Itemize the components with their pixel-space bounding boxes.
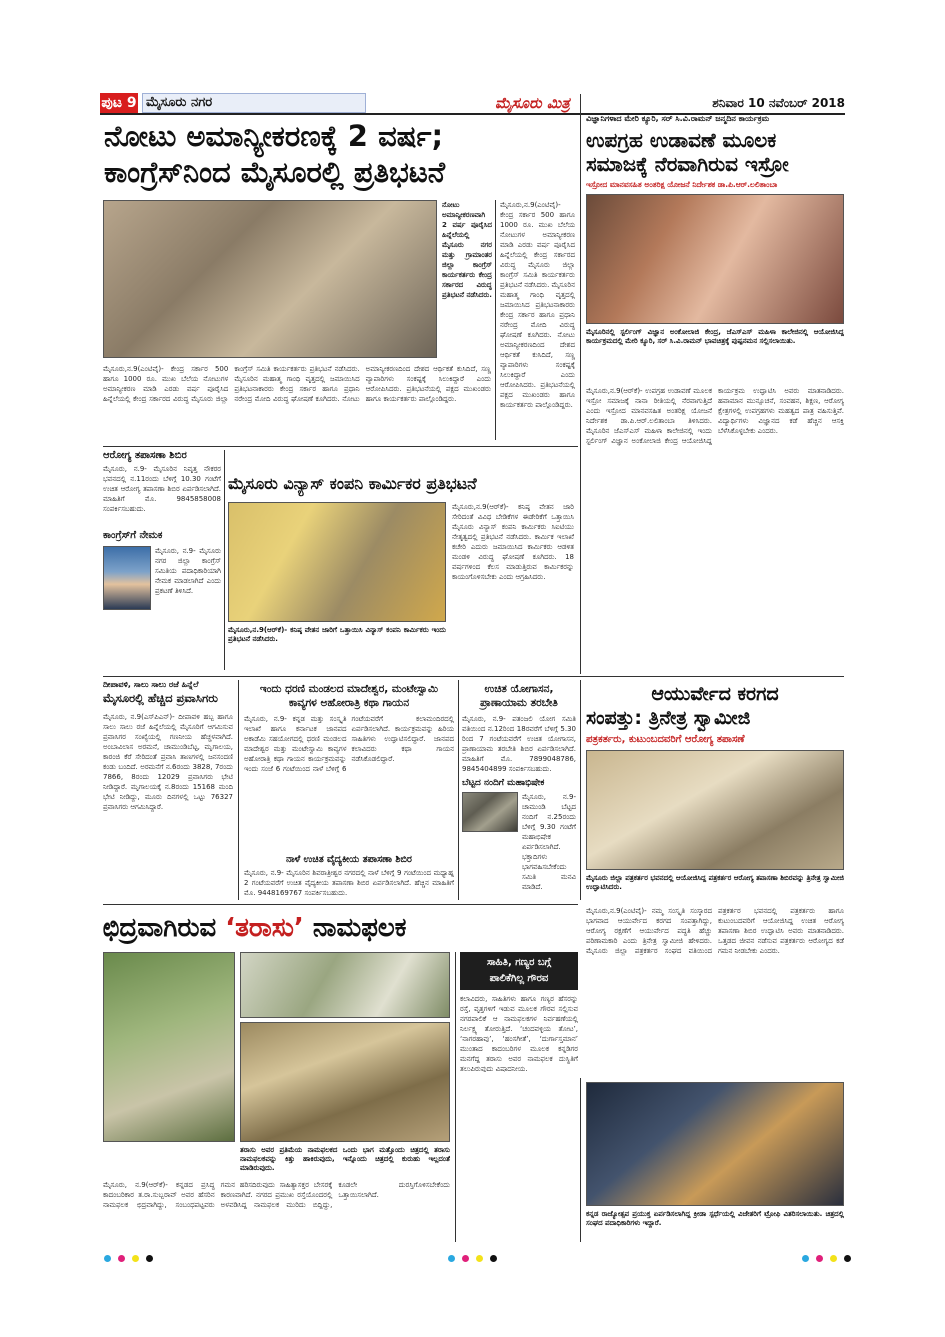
lead-headline-line-2: ಕಾಂಗ್ರೆಸ್‌ನಿಂದ ಮೈಸೂರಲ್ಲಿ ಪ್ರತಿಭಟನೆ xyxy=(104,155,446,189)
isro-body: ಮೈಸೂರು,ನ.9(ಆರ್‌ಕೆ)- ಉಪಗ್ರಹ ಉಡಾವಣೆ ಮೂಲಕ ಇಸ್ರೋ ಸಮಾಜಕ್ಕೆ ನಾನಾ ರೀತಿಯಲ್ಲಿ ನೆರವಾಗುತ್ತಿದೆ ಎಂದು ಇಸ್ರೋದ ಮಾನವಸಹಿತ ಅಂತರಿಕ್ಷ ಯೋಜನೆ ನಿರ್ದೇಶಕ ಡಾ.ಪಿ.ಆರ್.ಲಲಿತಾಂಬಾ ತಿಳಿಸಿದರು. ಮೈಸೂರಿನ ಜೆಎಸ್‌ಎಸ್ ಮಹಿಳಾ ಕಾಲೇಜಿನಲ್ಲಿ ಇಂದು ಸ್ಟರ್ಲಿಂಗ್ ವಿಜ್ಞಾನ ಅಂಕೋಲಾಜಿ ಕೇಂದ್ರ ಆಯೋಜಿಸಿದ್ದ ಕಾರ್ಯಕ್ರಮ ಉದ್ಘಾಟಿಸಿ ಅವರು ಮಾತನಾಡಿದರು. ಹವಾಮಾನ ಮುನ್ಸೂಚನೆ, ಸಂವಹನ, ಶಿಕ್ಷಣ, ಆರೋಗ್ಯ ಕ್ಷೇತ್ರಗಳಲ್ಲಿ ಉಪಗ್ರಹಗಳು ಮಹತ್ವದ ಪಾತ್ರ ವಹಿಸುತ್ತಿವೆ. ವಿದ್ಯಾರ್ಥಿಗಳು ವಿಜ್ಞಾನದ ಕಡೆ ಹೆಚ್ಚಿನ ಆಸಕ್ತಿ ಬೆಳೆಸಿಕೊಳ್ಳಬೇಕು ಎಂದರು. xyxy=(586,387,844,445)
tarasu-headline-pre: ಛಿದ್ರವಾಗಿರುವ xyxy=(103,913,217,943)
tarasu-headline xyxy=(103,912,578,944)
protest-photo xyxy=(103,200,437,358)
lead-body: ಮೈಸೂರು,ನ.9(ಎಂಟಿವೈ)- ಕೇಂದ್ರ ಸರ್ಕಾರ 500 ಹಾಗೂ 1000 ರೂ. ಮುಖ ಬೆಲೆಯ ನೋಟುಗಳ ಅಮಾನ್ಯೀಕರಣ ಮಾಡಿ ಎರಡು ವರ್ಷ ಪೂರೈಸಿದ ಹಿನ್ನೆಲೆಯಲ್ಲಿ ಕೇಂದ್ರ ಸರ್ಕಾರದ ವಿರುದ್ಧ ಮೈಸೂರು ಜಿಲ್ಲಾ ಕಾಂಗ್ರೆಸ್ ಸಮಿತಿ ಕಾರ್ಯಕರ್ತರು ಪ್ರತಿಭಟನೆ ನಡೆಸಿದರು. ಮೈಸೂರಿನ ಮಹಾತ್ಮ ಗಾಂಧಿ ವೃತ್ತದಲ್ಲಿ ಜಮಾಯಿಸಿದ ಪ್ರತಿಭಟನಾಕಾರರು ಕೇಂದ್ರ ಸರ್ಕಾರ ಹಾಗೂ ಪ್ರಧಾನಿ ನರೇಂದ್ರ ಮೋದಿ ವಿರುದ್ಧ ಘೋಷಣೆ ಕೂಗಿದರು. ನೋಟು ಅಮಾನ್ಯೀಕರಣದಿಂದ ದೇಶದ ಆರ್ಥಿಕತೆ ಕುಸಿದಿದೆ, ಸಣ್ಣ ವ್ಯಾಪಾರಿಗಳು ಸಂಕಷ್ಟಕ್ಕೆ ಸಿಲುಕಿದ್ದಾರೆ ಎಂದು ಆರೋಪಿಸಿದರು. ಪ್ರತಿಭಟನೆಯಲ್ಲಿ ಪಕ್ಷದ ಮುಖಂಡರು ಹಾಗೂ ಕಾರ್ಯಕರ್ತರು ಪಾಲ್ಗೊಂಡಿದ್ದರು. xyxy=(103,365,491,403)
lead-side-note: ನೋಟು ಅಮಾನ್ಯೀಕರಣವಾಗಿ 2 ವರ್ಷ ಪೂರೈಸಿದ ಹಿನ್ನೆಲೆಯಲ್ಲಿ ಮೈಸೂರು ನಗರ ಮತ್ತು ಗ್ರಾಮಾಂತರ ಜಿಲ್ಲಾ ಕಾಂಗ್ರೆಸ್ ಕಾರ್ಯಕರ್ತರು ಕೇಂದ್ರ ಸರ್ಕಾರದ ವಿರುದ್ಧ ಪ್ರತಿಭಟನೆ ನಡೆಸಿದರು. xyxy=(442,201,492,299)
magenta-dot-icon xyxy=(816,1255,823,1262)
page-number: ಪುಟ 9 xyxy=(101,95,137,111)
cyan-dot-icon xyxy=(104,1255,111,1262)
drama-body: ಮೈಸೂರು, ನ.9- ಕನ್ನಡ ಮತ್ತು ಸಂಸ್ಕೃತಿ ಇಲಾಖೆ ಹಾಗೂ ಕರ್ನಾಟಕ ಜಾನಪದ ಅಕಾಡೆಮಿ ಸಹಯೋಗದಲ್ಲಿ ಧರಣಿ ಮಂಡಲದ ಮಾದೇಶ್ವರ ಮತ್ತು ಮಂಟೇಸ್ವಾಮಿ ಕಾವ್ಯಗಳ ಅಹೋರಾತ್ರಿ ಕಥಾ ಗಾಯನ ಕಾರ್ಯಕ್ರಮವನ್ನು ಇಂದು ಸಂಜೆ 6 ಗಂಟೆಯಿಂದ ನಾಳೆ ಬೆಳಿಗ್ಗೆ 6 ಗಂಟೆಯವರೆಗೆ ಕಲಾಮಂದಿರದಲ್ಲಿ ಏರ್ಪಡಿಸಲಾಗಿದೆ. ಕಾರ್ಯಕ್ರಮವನ್ನು ಹಿರಿಯ ಸಾಹಿತಿಗಳು ಉದ್ಘಾಟಿಸಲಿದ್ದಾರೆ. ಜಾನಪದ ಕಲಾವಿದರು ಕಥಾ ಗಾಯನ ನಡೆಸಿಕೊಡಲಿದ್ದಾರೆ. xyxy=(244,715,454,773)
isro-caption: ಮೈಸೂರಿನಲ್ಲಿ ಸ್ಟರ್ಲಿಂಗ್ ವಿಜ್ಞಾನ ಅಂಕೋಲಾಜಿ ಕೇಂದ್ರ, ಜೆಎಸ್‌ಎಸ್ ಮಹಿಳಾ ಕಾಲೇಜಿನಲ್ಲಿ ಆಯೋಜಿಸಿದ್ದ ಕಾರ್ಯಕ್ರಮದಲ್ಲಿ ಮೇರಿ ಕ್ಯೂರಿ, ಸರ್ ಸಿ.ವಿ.ರಾಮನ್ ಭಾವಚಿತ್ರಕ್ಕೆ ಪುಷ್ಪನಮನ ಸಲ್ಲಿಸಲಾಯಿತು. xyxy=(586,328,844,345)
isro-headline xyxy=(586,128,844,176)
registration-dots-left xyxy=(104,1247,155,1255)
isro-subhead: ಇಸ್ರೋದ ಮಾನವಸಹಿತ ಅಂತರಿಕ್ಷ ಯೋಜನೆ ನಿರ್ದೇಶಕ ಡಾ.ಪಿ.ಆರ್.ಲಲಿತಾಂಬಾ xyxy=(586,180,778,189)
registration-dots-right xyxy=(802,1247,853,1255)
tarasu-photo-caption: ತರಾಸು ಅವರ ಪ್ರತಿಮೆಯ ನಾಮಫಲಕದ ಒಂದು ಭಾಗ ಮತ್ತೊಂದು ಚಿತ್ರದಲ್ಲಿ ತರಾಸು ನಾಮಫಲಕವನ್ನು ಕಿತ್ತು ಹಾಕಿರುವುದು, ಇನ್ನೊಂದು ಚಿತ್ರದಲ್ಲಿ ಕುರುಹು ಇಲ್ಲದಂತೆ ಮಾಡಿರುವುದು. xyxy=(240,1146,450,1172)
column-rule xyxy=(238,680,239,900)
column-rule xyxy=(455,952,456,1242)
drama-headline-line-1: ಇಂದು ಧರಣಿ ಮಂಡಲದ ಮಾದೇಶ್ವರ, ಮಂಟೇಸ್ವಾಮಿ xyxy=(259,683,439,695)
tarasu-statue-photo xyxy=(240,952,450,1018)
ayurveda-headline xyxy=(586,682,844,730)
broken-plaque-photo xyxy=(240,1022,450,1142)
ayurveda-event-photo xyxy=(586,750,844,870)
yellow-dot-icon xyxy=(132,1255,139,1262)
yoga-headline xyxy=(462,682,576,710)
cyan-dot-icon xyxy=(802,1255,809,1262)
isro-kicker: ವಿಜ್ಞಾನಿಗಳಾದ ಮೇರಿ ಕ್ಯೂರಿ, ಸರ್ ಸಿ.ವಿ.ರಾಮನ್ ಜನ್ಮದಿನ ಕಾರ್ಯಕ್ರಮ xyxy=(586,114,770,123)
yoga-headline-line-1: ಉಚಿತ ಯೋಗಾಸನ, xyxy=(484,683,554,695)
vinyas-photo-caption: ಮೈಸೂರು,ನ.9(ಆರ್‌ಕೆ)- ಕನಿಷ್ಠ ವೇತನ ಜಾರಿಗೆ ಒತ್ತಾಯಿಸಿ ವಿನ್ಯಾಸ್ ಕಂಪನಿ ಕಾರ್ಮಿಕರು ಇಂದು ಪ್ರತಿಭಟನೆ ನಡೆಸಿದರು. xyxy=(228,626,446,643)
sidebar-title-line-2: ಪಾಲಿಕೆಗಿಲ್ಲ ಗೌರವ xyxy=(489,973,549,984)
diwali-headline: ಮೈಸೂರಲ್ಲಿ ಹೆಚ್ಚಿದ ಪ್ರವಾಸಿಗರು xyxy=(103,691,218,705)
appointee-photo xyxy=(103,546,151,610)
date: ಶನಿವಾರ 10 ನವೆಂಬರ್ 2018 xyxy=(712,96,845,110)
isro-headline-line-1: ಉಪಗ್ರಹ ಉಡಾವಣೆ ಮೂಲಕ xyxy=(586,128,777,152)
section-rule xyxy=(103,446,578,447)
appointment-brief-body: ಮೈಸೂರು, ನ.9- ಮೈಸೂರು ನಗರ ಜಿಲ್ಲಾ ಕಾಂಗ್ರೆಸ್ ಸಮಿತಿಯ ಪದಾಧಿಕಾರಿಯಾಗಿ ನೇಮಕ ಮಾಡಲಾಗಿದೆ ಎಂದು ಪ್ರಕಟಣೆ ತಿಳಿಸಿದೆ. xyxy=(155,547,221,595)
sidebar-title-box xyxy=(460,952,578,990)
isro-headline-line-2: ಸಮಾಜಕ್ಕೆ ನೆರವಾಗಿರುವ ಇಸ್ರೋ xyxy=(586,152,789,176)
masthead: ಮೈಸೂರು ಮಿತ್ರ xyxy=(495,94,570,112)
lead-body-continued: ಮೈಸೂರು,ನ.9(ಎಂಟಿವೈ)- ಕೇಂದ್ರ ಸರ್ಕಾರ 500 ಹಾಗೂ 1000 ರೂ. ಮುಖ ಬೆಲೆಯ ನೋಟುಗಳ ಅಮಾನ್ಯೀಕರಣ ಮಾಡಿ ಎರಡು ವರ್ಷ ಪೂರೈಸಿದ ಹಿನ್ನೆಲೆಯಲ್ಲಿ ಕೇಂದ್ರ ಸರ್ಕಾರದ ವಿರುದ್ಧ ಮೈಸೂರು ಜಿಲ್ಲಾ ಕಾಂಗ್ರೆಸ್ ಸಮಿತಿ ಕಾರ್ಯಕರ್ತರು ಪ್ರತಿಭಟನೆ ನಡೆಸಿದರು. ಮೈಸೂರಿನ ಮಹಾತ್ಮ ಗಾಂಧಿ ವೃತ್ತದಲ್ಲಿ ಜಮಾಯಿಸಿದ ಪ್ರತಿಭಟನಾಕಾರರು ಕೇಂದ್ರ ಸರ್ಕಾರ ಹಾಗೂ ಪ್ರಧಾನಿ ನರೇಂದ್ರ ಮೋದಿ ವಿರುದ್ಧ ಘೋಷಣೆ ಕೂಗಿದರು. ನೋಟು ಅಮಾನ್ಯೀಕರಣದಿಂದ ದೇಶದ ಆರ್ಥಿಕತೆ ಕುಸಿದಿದೆ, ಸಣ್ಣ ವ್ಯಾಪಾರಿಗಳು ಸಂಕಷ್ಟಕ್ಕೆ ಸಿಲುಕಿದ್ದಾರೆ ಎಂದು ಆರೋಪಿಸಿದರು. ಪ್ರತಿಭಟನೆಯಲ್ಲಿ ಪಕ್ಷದ ಮುಖಂಡರು ಹಾಗೂ ಕಾರ್ಯಕರ್ತರು ಪಾಲ್ಗೊಂಡಿದ್ದರು. xyxy=(500,201,575,409)
black-dot-icon xyxy=(146,1255,153,1262)
drama-headline xyxy=(244,682,454,710)
vinyas-headline: ಮೈಸೂರು ವಿನ್ಯಾಸ್ ಕಂಪನಿ ಕಾರ್ಮಿಕರ ಪ್ರತಿಭಟನೆ xyxy=(228,474,477,493)
sidebar-body: ಕಲಾವಿದರು, ಸಾಹಿತಿಗಳು ಹಾಗೂ ಗಣ್ಯರ ಹೆಸರನ್ನು ರಸ್ತೆ, ವೃತ್ತಗಳಿಗೆ ಇಡುವ ಮೂಲಕ ಗೌರವ ಸಲ್ಲಿಸುವ ನಗರಪಾಲಿಕೆ ಆ ನಾಮಫಲಕಗಳ ನಿರ್ವಹಣೆಯಲ್ಲಿ ನಿರ್ಲಕ್ಷ್ಯ ತೋರುತ್ತಿದೆ. ‘ಚಂದವಳ್ಳಿಯ ತೋಟ’, ‘ನಾಗರಹಾವು’, ‘ಹಂಸಗೀತೆ’, ‘ದುರ್ಗಾಸ್ತಮಾನ’ ಮುಂತಾದ ಕಾದಂಬರಿಗಳ ಮೂಲಕ ಕನ್ನಡಿಗರ ಮನಗೆದ್ದ ತರಾಸು ಅವರ ನಾಮಫಲಕ ದುಸ್ಥಿತಿಗೆ ತಲುಪಿರುವುದು ವಿಷಾದನೀಯ. xyxy=(460,995,578,1073)
ayurveda-headline-line-1: ಆಯುರ್ವೇದ ಕರಗದ xyxy=(651,683,779,705)
appointment-brief-title: ಕಾಂಗ್ರೆಸ್‌ಗೆ ನೇಮಕ xyxy=(103,530,163,541)
drama-headline-line-2: ಕಾವ್ಯಗಳ ಅಹೋರಾತ್ರಿ ಕಥಾ ಗಾಯನ xyxy=(288,697,410,709)
column-rule xyxy=(458,680,459,900)
lead-headline xyxy=(104,118,574,190)
vinyas-body: ಮೈಸೂರು,ನ.9(ಆರ್‌ಕೆ)- ಕನಿಷ್ಠ ವೇತನ ಜಾರಿ ಸೇರಿದಂತೆ ವಿವಿಧ ಬೇಡಿಕೆಗಳ ಈಡೇರಿಕೆಗೆ ಒತ್ತಾಯಿಸಿ ಮೈಸೂರು ವಿನ್ಯಾಸ್ ಕಂಪನಿ ಕಾರ್ಮಿಕರು ಸಿಐಟಿಯು ನೇತೃತ್ವದಲ್ಲಿ ಪ್ರತಿಭಟನೆ ನಡೆಸಿದರು. ಕಾರ್ಮಿಕ ಇಲಾಖೆ ಕಚೇರಿ ಎದುರು ಜಮಾಯಿಸಿದ ಕಾರ್ಮಿಕರು ಆಡಳಿತ ಮಂಡಳಿ ವಿರುದ್ಧ ಘೋಷಣೆ ಕೂಗಿದರು. 18 ವರ್ಷಗಳಿಂದ ಕೆಲಸ ಮಾಡುತ್ತಿರುವ ಕಾರ್ಮಿಕರನ್ನು ಕಾಯಂಗೊಳಿಸಬೇಕು ಎಂದು ಆಗ್ರಹಿಸಿದರು. xyxy=(452,503,574,581)
ayurveda-subhead: ಪತ್ರಕರ್ತರು, ಕುಟುಂಬದವರಿಗೆ ಆರೋಗ್ಯ ತಪಾಸಣೆ xyxy=(586,734,745,745)
nandi-photo xyxy=(462,792,518,832)
magenta-dot-icon xyxy=(462,1255,469,1262)
ayurveda-headline-line-2: ಸಂಪತ್ತು: ತ್ರಿನೇತ್ರ ಸ್ವಾಮೀಜಿ xyxy=(586,707,751,729)
tarasu-body: ಮೈಸೂರು, ನ.9(ಆರ್‌ಕೆ)- ಕನ್ನಡದ ಪ್ರಸಿದ್ಧ ಕಾದಂಬರಿಕಾರ ತ.ರಾ.ಸುಬ್ಬರಾವ್ ಅವರ ಹೆಸರಿನ ನಾಮಫಲಕ ಛಿದ್ರವಾಗಿದ್ದು, ಸಂಬಂಧಪಟ್ಟವರು ಗಮನ ಹರಿಸದಿರುವುದು ಸಾಹಿತ್ಯಾಸಕ್ತರ ಬೇಸರಕ್ಕೆ ಕಾರಣವಾಗಿದೆ. ನಗರದ ಪ್ರಮುಖ ರಸ್ತೆಯೊಂದರಲ್ಲಿ ಅಳವಡಿಸಿದ್ದ ನಾಮಫಲಕ ಮುರಿದು ಬಿದ್ದಿದ್ದು, ಕೂಡಲೇ ದುರಸ್ತಿಗೊಳಿಸಬೇಕೆಂದು ಒತ್ತಾಯಿಸಲಾಗಿದೆ. xyxy=(103,1181,450,1209)
camp2-title: ನಾಳೆ ಉಚಿತ ವೈದ್ಯಕೀಯ ತಪಾಸಣಾ ಶಿಬಿರ xyxy=(286,854,412,865)
camp-brief-body: ಮೈಸೂರು, ನ.9- ಮೈಸೂರಿನ ನಿವೃತ್ತ ನೌಕರರ ಭವನದಲ್ಲಿ ನ.11ರಂದು ಬೆಳಿಗ್ಗೆ 10.30 ಗಂಟೆಗೆ ಉಚಿತ ಆರೋಗ್ಯ ತಪಾಸಣಾ ಶಿಬಿರ ಏರ್ಪಡಿಸಲಾಗಿದೆ. ಮಾಹಿತಿಗೆ ಮೊ. 9845858008 ಸಂಪರ್ಕಿಸಬಹುದು. xyxy=(103,465,221,513)
award-caption: ಕನ್ನಡ ರಾಜ್ಯೋತ್ಸವ ಪ್ರಯುಕ್ತ ಏರ್ಪಡಿಸಲಾಗಿದ್ದ ಕ್ರೀಡಾ ಸ್ಪರ್ಧೆಯಲ್ಲಿ ವಿಜೇತರಿಗೆ ಟ್ರೋಫಿ ವಿತರಿಸಲಾಯಿತು. ಚಿತ್ರದಲ್ಲಿ ಸಂಘದ ಪದಾಧಿಕಾರಿಗಳು ಇದ್ದಾರೆ. xyxy=(586,1210,844,1227)
page-header xyxy=(100,93,845,115)
diwali-kicker: ದೀಪಾವಳಿ, ಸಾಲು ಸಾಲು ರಜೆ ಹಿನ್ನೆಲೆ xyxy=(103,680,199,689)
black-dot-icon xyxy=(844,1255,851,1262)
vinyas-protest-photo xyxy=(228,502,446,622)
column-rule xyxy=(224,450,225,670)
award-photo xyxy=(586,1082,844,1206)
tarasu-park-photo xyxy=(103,952,235,1142)
sidebar-title-line-1: ಸಾಹಿತಿ, ಗಣ್ಯರ ಬಗ್ಗೆ xyxy=(486,957,552,968)
section-name: ಮೈಸೂರು ನಗರ xyxy=(146,95,213,110)
isro-stage-photo xyxy=(586,194,844,324)
black-dot-icon xyxy=(490,1255,497,1262)
ayurveda-caption: ಮೈಸೂರು ಜಿಲ್ಲಾ ಪತ್ರಕರ್ತರ ಭವನದಲ್ಲಿ ಆಯೋಜಿಸಿದ್ದ ಪತ್ರಕರ್ತರ ಆರೋಗ್ಯ ತಪಾಸಣಾ ಶಿಬಿರವನ್ನು ತ್ರಿನೇತ್ರ ಸ್ವಾಮೀಜಿ ಉದ್ಘಾಟಿಸಿದರು. xyxy=(586,874,844,891)
nandi-subhead: ಬೆಟ್ಟದ ನಂದಿಗೆ ಮಹಾಭಿಷೇಕ xyxy=(462,778,545,788)
nandi-body: ಮೈಸೂರು, ನ.9- ಚಾಮುಂಡಿ ಬೆಟ್ಟದ ನಂದಿಗೆ ನ.25ರಂದು ಬೆಳಿಗ್ಗೆ 9.30 ಗಂಟೆಗೆ ಮಹಾಭಿಷೇಕ ಏರ್ಪಡಿಸಲಾಗಿದೆ. ಭಕ್ತಾದಿಗಳು ಭಾಗವಹಿಸಬೇಕೆಂದು ಸಮಿತಿ ಮನವಿ ಮಾಡಿದೆ. xyxy=(522,793,576,891)
ayurveda-body: ಮೈಸೂರು,ನ.9(ಎಂಟಿವೈ)- ನಮ್ಮ ಸಂಸ್ಕೃತಿ ಸಂಸ್ಕಾರದ ಭಾಗವಾದ ಆಯುರ್ವೇದ ಕರಗದ ಸಂಪತ್ತಾಗಿದ್ದು, ಆರೋಗ್ಯ ರಕ್ಷಣೆಗೆ ಆಯುರ್ವೇದ ಪದ್ಧತಿ ಹೆಚ್ಚು ಪರಿಣಾಮಕಾರಿ ಎಂದು ತ್ರಿನೇತ್ರ ಸ್ವಾಮೀಜಿ ಹೇಳಿದರು. ಮೈಸೂರು ಜಿಲ್ಲಾ ಪತ್ರಕರ್ತರ ಸಂಘದ ವತಿಯಿಂದ ಪತ್ರಕರ್ತರ ಭವನದಲ್ಲಿ ಪತ್ರಕರ್ತರು ಹಾಗೂ ಕುಟುಂಬದವರಿಗೆ ಆಯೋಜಿಸಿದ್ದ ಉಚಿತ ಆರೋಗ್ಯ ತಪಾಸಣಾ ಶಿಬಿರ ಉದ್ಘಾಟಿಸಿ ಅವರು ಮಾತನಾಡಿದರು. ಒತ್ತಡದ ಜೀವನ ನಡೆಸುವ ಪತ್ರಕರ್ತರು ಆರೋಗ್ಯದ ಕಡೆ ಗಮನ ನೀಡಬೇಕು ಎಂದರು. xyxy=(586,907,844,955)
section-rule xyxy=(103,904,578,905)
tarasu-headline-post: ನಾಮಫಲಕ xyxy=(312,913,407,943)
magenta-dot-icon xyxy=(118,1255,125,1262)
camp-brief-title: ಆರೋಗ್ಯ ತಪಾಸಣಾ ಶಿಬಿರ xyxy=(103,450,187,461)
yellow-dot-icon xyxy=(476,1255,483,1262)
yoga-body: ಮೈಸೂರು, ನ.9- ಪತಂಜಲಿ ಯೋಗ ಸಮಿತಿ ವತಿಯಿಂದ ನ.12ರಿಂದ 18ರವರೆಗೆ ಬೆಳಿಗ್ಗೆ 5.30 ರಿಂದ 7 ಗಂಟೆಯವರೆಗೆ ಉಚಿತ ಯೋಗಾಸನ, ಪ್ರಾಣಾಯಾಮ ತರಬೇತಿ ಶಿಬಿರ ಏರ್ಪಡಿಸಲಾಗಿದೆ. ಮಾಹಿತಿಗೆ ಮೊ. 7899048786, 9845404899 ಸಂಪರ್ಕಿಸಬಹುದು. xyxy=(462,715,576,773)
section-rule xyxy=(103,676,844,677)
lead-headline-line-1: ನೋಟು ಅಮಾನ್ಯೀಕರಣಕ್ಕೆ 2 ವರ್ಷ; xyxy=(104,119,444,153)
yellow-dot-icon xyxy=(830,1255,837,1262)
column-rule xyxy=(580,1078,581,1242)
column-rule xyxy=(580,94,581,674)
tarasu-headline-red: ‘ತರಾಸು’ xyxy=(225,913,304,943)
column-rule xyxy=(580,680,581,900)
camp2-body: ಮೈಸೂರು, ನ.9- ಮೈಸೂರಿನ ಶಿವರಾತ್ರೀಶ್ವರ ನಗರದಲ್ಲಿ ನಾಳೆ ಬೆಳಿಗ್ಗೆ 9 ಗಂಟೆಯಿಂದ ಮಧ್ಯಾಹ್ನ 2 ಗಂಟೆಯವರೆಗೆ ಉಚಿತ ವೈದ್ಯಕೀಯ ತಪಾಸಣಾ ಶಿಬಿರ ಏರ್ಪಡಿಸಲಾಗಿದೆ. ಹೆಚ್ಚಿನ ಮಾಹಿತಿಗೆ ಮೊ. 9448169767 ಸಂಪರ್ಕಿಸಬಹುದು. xyxy=(244,869,454,897)
column-rule xyxy=(495,200,496,440)
registration-dots-center xyxy=(448,1247,499,1255)
cyan-dot-icon xyxy=(448,1255,455,1262)
diwali-body: ಮೈಸೂರು, ನ.9(ಎಸ್‌ಪಿಎನ್)- ದೀಪಾವಳಿ ಹಬ್ಬ ಹಾಗೂ ಸಾಲು ಸಾಲು ರಜೆ ಹಿನ್ನೆಲೆಯಲ್ಲಿ ಮೈಸೂರಿಗೆ ಆಗಮಿಸುವ ಪ್ರವಾಸಿಗರ ಸಂಖ್ಯೆಯಲ್ಲಿ ಗಣನೀಯ ಹೆಚ್ಚಳವಾಗಿದೆ. ಅಂಬಾವಿಲಾಸ ಅರಮನೆ, ಚಾಮುಂಡಿಬೆಟ್ಟ, ಮೃಗಾಲಯ, ಕಾರಂಜಿ ಕೆರೆ ಸೇರಿದಂತೆ ಪ್ರವಾಸಿ ತಾಣಗಳಲ್ಲಿ ಜನಸಂದಣಿ ಕಂಡು ಬಂದಿದೆ. ಅರಮನೆಗೆ ನ.6ರಂದು 3828, 7ರಂದು 7866, 8ರಂದು 12029 ಪ್ರವಾಸಿಗರು ಭೇಟಿ ನೀಡಿದ್ದಾರೆ. ಮೃಗಾಲಯಕ್ಕೆ ನ.8ರಂದು 15168 ಮಂದಿ ಭೇಟಿ ನೀಡಿದ್ದು, ಮೂರು ದಿನಗಳಲ್ಲಿ ಒಟ್ಟು 76327 ಪ್ರವಾಸಿಗರು ಆಗಮಿಸಿದ್ದಾರೆ. xyxy=(103,713,233,811)
yoga-headline-line-2: ಪ್ರಾಣಾಯಾಮ ತರಬೇತಿ xyxy=(480,697,558,709)
